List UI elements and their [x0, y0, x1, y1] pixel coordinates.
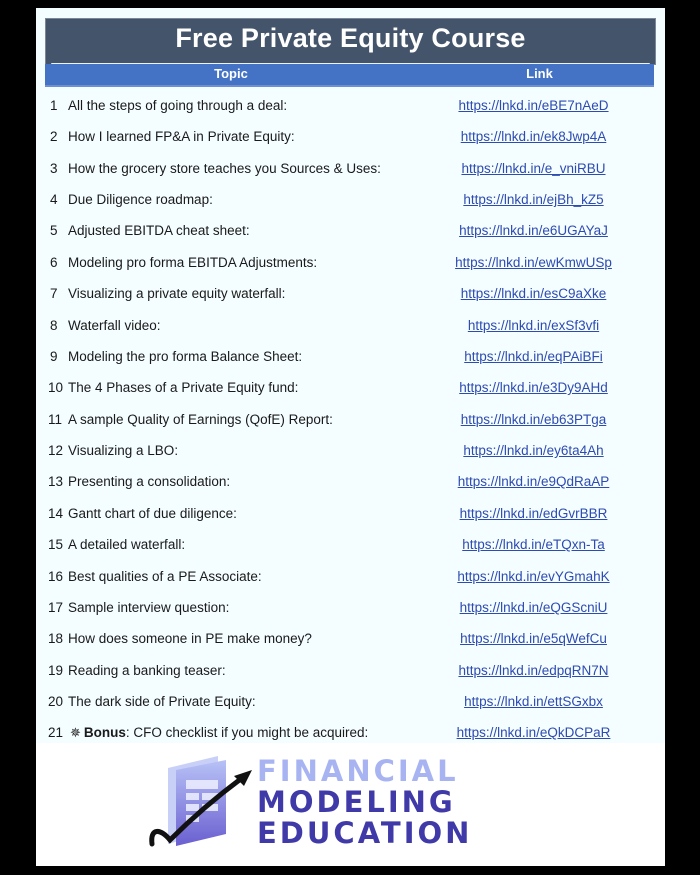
bonus-label: Bonus: [83, 725, 126, 740]
row-topic: All the steps of going through a deal:: [68, 98, 288, 113]
logo-line-education: EDUCATION: [257, 816, 473, 850]
row-number: 21: [48, 725, 64, 740]
row-link[interactable]: https://lnkd.in/ejBh_kZ5: [463, 192, 604, 207]
table-row-bonus: [36, 725, 665, 749]
row-number: 14: [48, 506, 64, 521]
column-divider: [417, 82, 421, 85]
row-link[interactable]: https://lnkd.in/eb63PTga: [460, 412, 607, 427]
table-row: [36, 569, 665, 593]
table-row: [36, 412, 665, 436]
table-row: [36, 349, 665, 373]
row-number: 9: [50, 349, 58, 364]
row-number: 10: [48, 380, 64, 395]
row-topic: Reading a banking teaser:: [68, 663, 226, 678]
row-link[interactable]: https://lnkd.in/e9QdRaAP: [457, 474, 610, 489]
table-row: [36, 537, 665, 561]
row-link[interactable]: https://lnkd.in/ek8Jwp4A: [460, 129, 607, 144]
row-number: 20: [48, 694, 64, 709]
column-header-topic: Topic: [214, 66, 248, 81]
row-topic: [68, 725, 368, 741]
table-row: [36, 286, 665, 310]
title-banner: [45, 18, 656, 65]
row-number: 1: [50, 98, 58, 113]
row-topic: Modeling pro forma EBITDA Adjustments:: [68, 255, 318, 270]
row-topic: The dark side of Private Equity:: [68, 694, 256, 709]
table-row: [36, 443, 665, 467]
row-link[interactable]: https://lnkd.in/eBE7nAeD: [458, 98, 609, 113]
row-topic: How does someone in PE make money?: [68, 631, 312, 646]
row-topic: Adjusted EBITDA cheat sheet:: [68, 223, 250, 238]
row-link[interactable]: https://lnkd.in/edGvrBBR: [459, 506, 608, 521]
row-topic: The 4 Phases of a Private Equity fund:: [68, 380, 299, 395]
row-topic: How I learned FP&A in Private Equity:: [68, 129, 295, 144]
financial-modeling-education-logo: [130, 748, 473, 856]
row-number: 12: [48, 443, 64, 458]
row-number: 19: [48, 663, 64, 678]
row-number: 17: [48, 600, 64, 615]
row-number: 8: [50, 318, 58, 333]
row-number: 15: [48, 537, 64, 552]
row-link[interactable]: https://lnkd.in/exSf3vfi: [467, 318, 600, 333]
row-link[interactable]: https://lnkd.in/eqPAiBFi: [464, 349, 603, 364]
row-topic: How the grocery store teaches you Sources & Uses:: [68, 161, 381, 176]
row-topic: Modeling the pro forma Balance Sheet:: [68, 349, 303, 364]
row-number: 3: [50, 161, 58, 176]
row-topic: Gantt chart of due diligence:: [68, 506, 237, 521]
row-link[interactable]: https://lnkd.in/e5qWefCu: [460, 631, 607, 646]
row-link[interactable]: https://lnkd.in/evYGmahK: [457, 569, 610, 584]
table-row: [36, 255, 665, 279]
row-link[interactable]: https://lnkd.in/esC9aXke: [460, 286, 607, 301]
logo-line-modeling: MODELING: [257, 785, 456, 819]
table-row: [36, 223, 665, 247]
row-topic: Sample interview question:: [68, 600, 230, 615]
row-number: 13: [48, 474, 64, 489]
row-topic: Visualizing a private equity waterfall:: [68, 286, 286, 301]
row-topic: A sample Quality of Earnings (QofE) Report:: [68, 412, 333, 427]
row-topic: Waterfall video:: [68, 318, 161, 333]
table-row: [36, 506, 665, 530]
row-topic: Visualizing a LBO:: [68, 443, 179, 458]
table-row: [36, 663, 665, 687]
table-row: [36, 318, 665, 342]
table-row: [36, 631, 665, 655]
row-topic: Best qualities of a PE Associate:: [68, 569, 262, 584]
row-number: 11: [48, 412, 63, 427]
row-number: 2: [50, 129, 58, 144]
table-row: [36, 161, 665, 185]
row-number: 18: [48, 631, 64, 646]
row-link[interactable]: https://lnkd.in/e_vniRBU: [461, 161, 606, 176]
row-number: 7: [50, 286, 58, 301]
row-link[interactable]: https://lnkd.in/ey6ta4Ah: [463, 443, 604, 458]
row-number: 6: [50, 255, 58, 270]
table-row: [36, 129, 665, 153]
row-link[interactable]: https://lnkd.in/ettSGxbx: [464, 694, 603, 709]
table-row: [36, 192, 665, 216]
row-link[interactable]: https://lnkd.in/ewKmwUSp: [455, 255, 612, 270]
page-title: Free Private Equity Course: [175, 23, 526, 53]
logo-line-financial: FINANCIAL: [257, 754, 459, 788]
table-row: [36, 474, 665, 498]
bonus-star-icon: ✵: [70, 725, 81, 740]
table-row: [36, 600, 665, 624]
row-number: 4: [50, 192, 58, 207]
table-row: [36, 98, 665, 122]
row-number: 5: [50, 223, 58, 238]
logo-wordmark: [257, 756, 472, 849]
row-link[interactable]: https://lnkd.in/edpqRN7N: [458, 663, 609, 678]
row-topic: Presenting a consolidation:: [68, 474, 231, 489]
row-topic: Due Diligence roadmap:: [68, 192, 213, 207]
row-link[interactable]: https://lnkd.in/e3Dy9AHd: [459, 380, 608, 395]
row-number: 16: [48, 569, 64, 584]
column-header-link: Link: [526, 66, 553, 81]
row-topic: A detailed waterfall:: [68, 537, 186, 552]
spreadsheet-arrow-icon: [130, 748, 255, 856]
row-link[interactable]: https://lnkd.in/eTQxn-Ta: [462, 537, 605, 552]
row-link[interactable]: https://lnkd.in/eQkDCPaR: [456, 725, 611, 740]
bonus-topic-text: : CFO checklist if you might be acquired:: [125, 725, 369, 740]
row-link[interactable]: https://lnkd.in/e6UGAYaJ: [459, 223, 608, 238]
table-header: [45, 64, 654, 87]
table-row: [36, 694, 665, 718]
document-page: [36, 8, 665, 866]
row-link[interactable]: https://lnkd.in/eQGScniU: [459, 600, 608, 615]
table-row: [36, 380, 665, 404]
